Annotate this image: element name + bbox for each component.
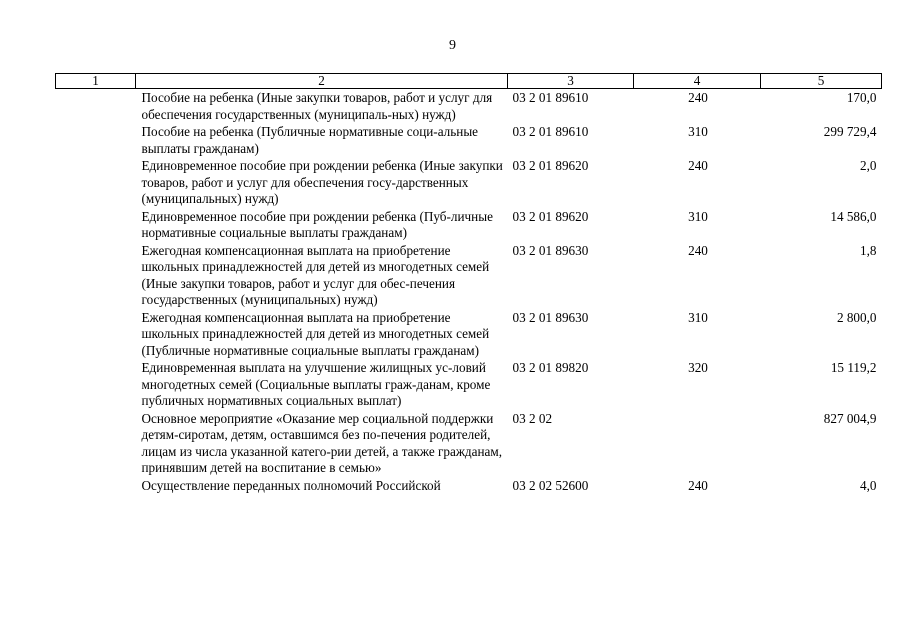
- header-col-4: 4: [634, 74, 761, 89]
- header-col-5: 5: [761, 74, 882, 89]
- item-code: 03 2 02 52600: [512, 477, 589, 493]
- item-amount: 2 800,0: [836, 309, 877, 325]
- item-expense-type: [634, 410, 761, 477]
- item-name: Единовременная выплата на улучшение жилищных ус-ловий многодетных семей (Социальные выплаты граж-данам, кроме публичных нормативных социальных выплат): [141, 360, 491, 408]
- item-code: 03 2 02: [512, 410, 553, 426]
- item-amount: 827 004,9: [823, 410, 877, 426]
- item-amount: 15 119,2: [830, 360, 877, 375]
- table-header: [56, 74, 882, 89]
- item-name: Пособие на ребенка (Иные закупки товаров, работ и услуг для обеспечения государственных (муниципаль-ных) нужд): [141, 90, 493, 122]
- item-name: Осуществление переданных полномочий Российской: [141, 477, 441, 493]
- item-code: 03 2 01 89610: [512, 90, 589, 105]
- table-row: [56, 477, 882, 495]
- table-row: [56, 89, 882, 124]
- item-code: 03 2 01 89610: [512, 124, 589, 139]
- header-col-2: 2: [136, 74, 508, 89]
- page-number: 9: [449, 38, 456, 53]
- row-index-cell: [56, 208, 136, 242]
- item-amount: 170,0: [846, 90, 877, 105]
- table-row: [56, 359, 882, 410]
- item-name: Основное мероприятие «Оказание мер социальной поддержки детям-сиротам, детям, оставшимся без по-печения родителей, лицам из числа указанной катего-рии детей, а также гражданам, принявшим детей на воспитание в семью»: [141, 410, 503, 475]
- table-body: [56, 89, 882, 495]
- header-row: [56, 74, 882, 89]
- item-name: Ежегодная компенсационная выплата на приобретение школьных принадлежностей для детей из многодетных семей (Иные закупки товаров, работ и услуг для обес-печения государственных (муниципальных) нужд): [141, 242, 490, 307]
- table-row: [56, 242, 882, 309]
- item-amount: 14 586,0: [830, 208, 877, 224]
- item-amount: 299 729,4: [823, 124, 877, 139]
- item-code: 03 2 01 89630: [512, 309, 589, 325]
- row-index-cell: [56, 410, 136, 477]
- item-expense-type: 240: [688, 477, 708, 493]
- item-name: Единовременное пособие при рождении ребенка (Иные закупки товаров, работ и услуг для обеспечения госу-дарственных (муниципальных) нужд): [141, 158, 503, 206]
- item-expense-type: 310: [688, 309, 708, 325]
- item-expense-type: 310: [688, 124, 708, 139]
- table-row: [56, 208, 882, 242]
- item-expense-type: 240: [688, 158, 708, 173]
- row-index-cell: [56, 242, 136, 309]
- row-index-cell: [56, 89, 136, 124]
- item-expense-type: 240: [688, 90, 708, 105]
- table-row: [56, 157, 882, 208]
- table-row: [56, 410, 882, 477]
- item-name: Ежегодная компенсационная выплата на приобретение школьных принадлежностей для детей из многодетных семей (Публичные нормативные социальные выплаты гражданам): [141, 309, 490, 358]
- row-index-cell: [56, 359, 136, 410]
- item-code: 03 2 01 89820: [512, 360, 589, 375]
- item-expense-type: 320: [688, 360, 708, 375]
- row-index-cell: [56, 123, 136, 157]
- item-amount: 4,0: [860, 477, 877, 493]
- item-amount: 1,8: [860, 242, 877, 258]
- table-row: [56, 123, 882, 157]
- item-name: Пособие на ребенка (Публичные нормативные соци-альные выплаты гражданам): [141, 124, 479, 156]
- item-code: 03 2 01 89620: [512, 208, 589, 224]
- item-name: Единовременное пособие при рождении ребенка (Пуб-личные нормативные социальные выплаты гражданам): [141, 208, 493, 240]
- budget-table: [55, 73, 882, 494]
- item-code: 03 2 01 89620: [512, 158, 589, 173]
- header-col-1: 1: [56, 74, 136, 89]
- row-index-cell: [56, 309, 136, 360]
- table-row: [56, 309, 882, 360]
- item-code: 03 2 01 89630: [512, 242, 589, 258]
- header-col-3: 3: [508, 74, 634, 89]
- row-index-cell: [56, 157, 136, 208]
- item-expense-type: 310: [688, 208, 708, 224]
- item-expense-type: 240: [688, 242, 708, 258]
- row-index-cell: [56, 477, 136, 495]
- item-amount: 2,0: [860, 158, 877, 173]
